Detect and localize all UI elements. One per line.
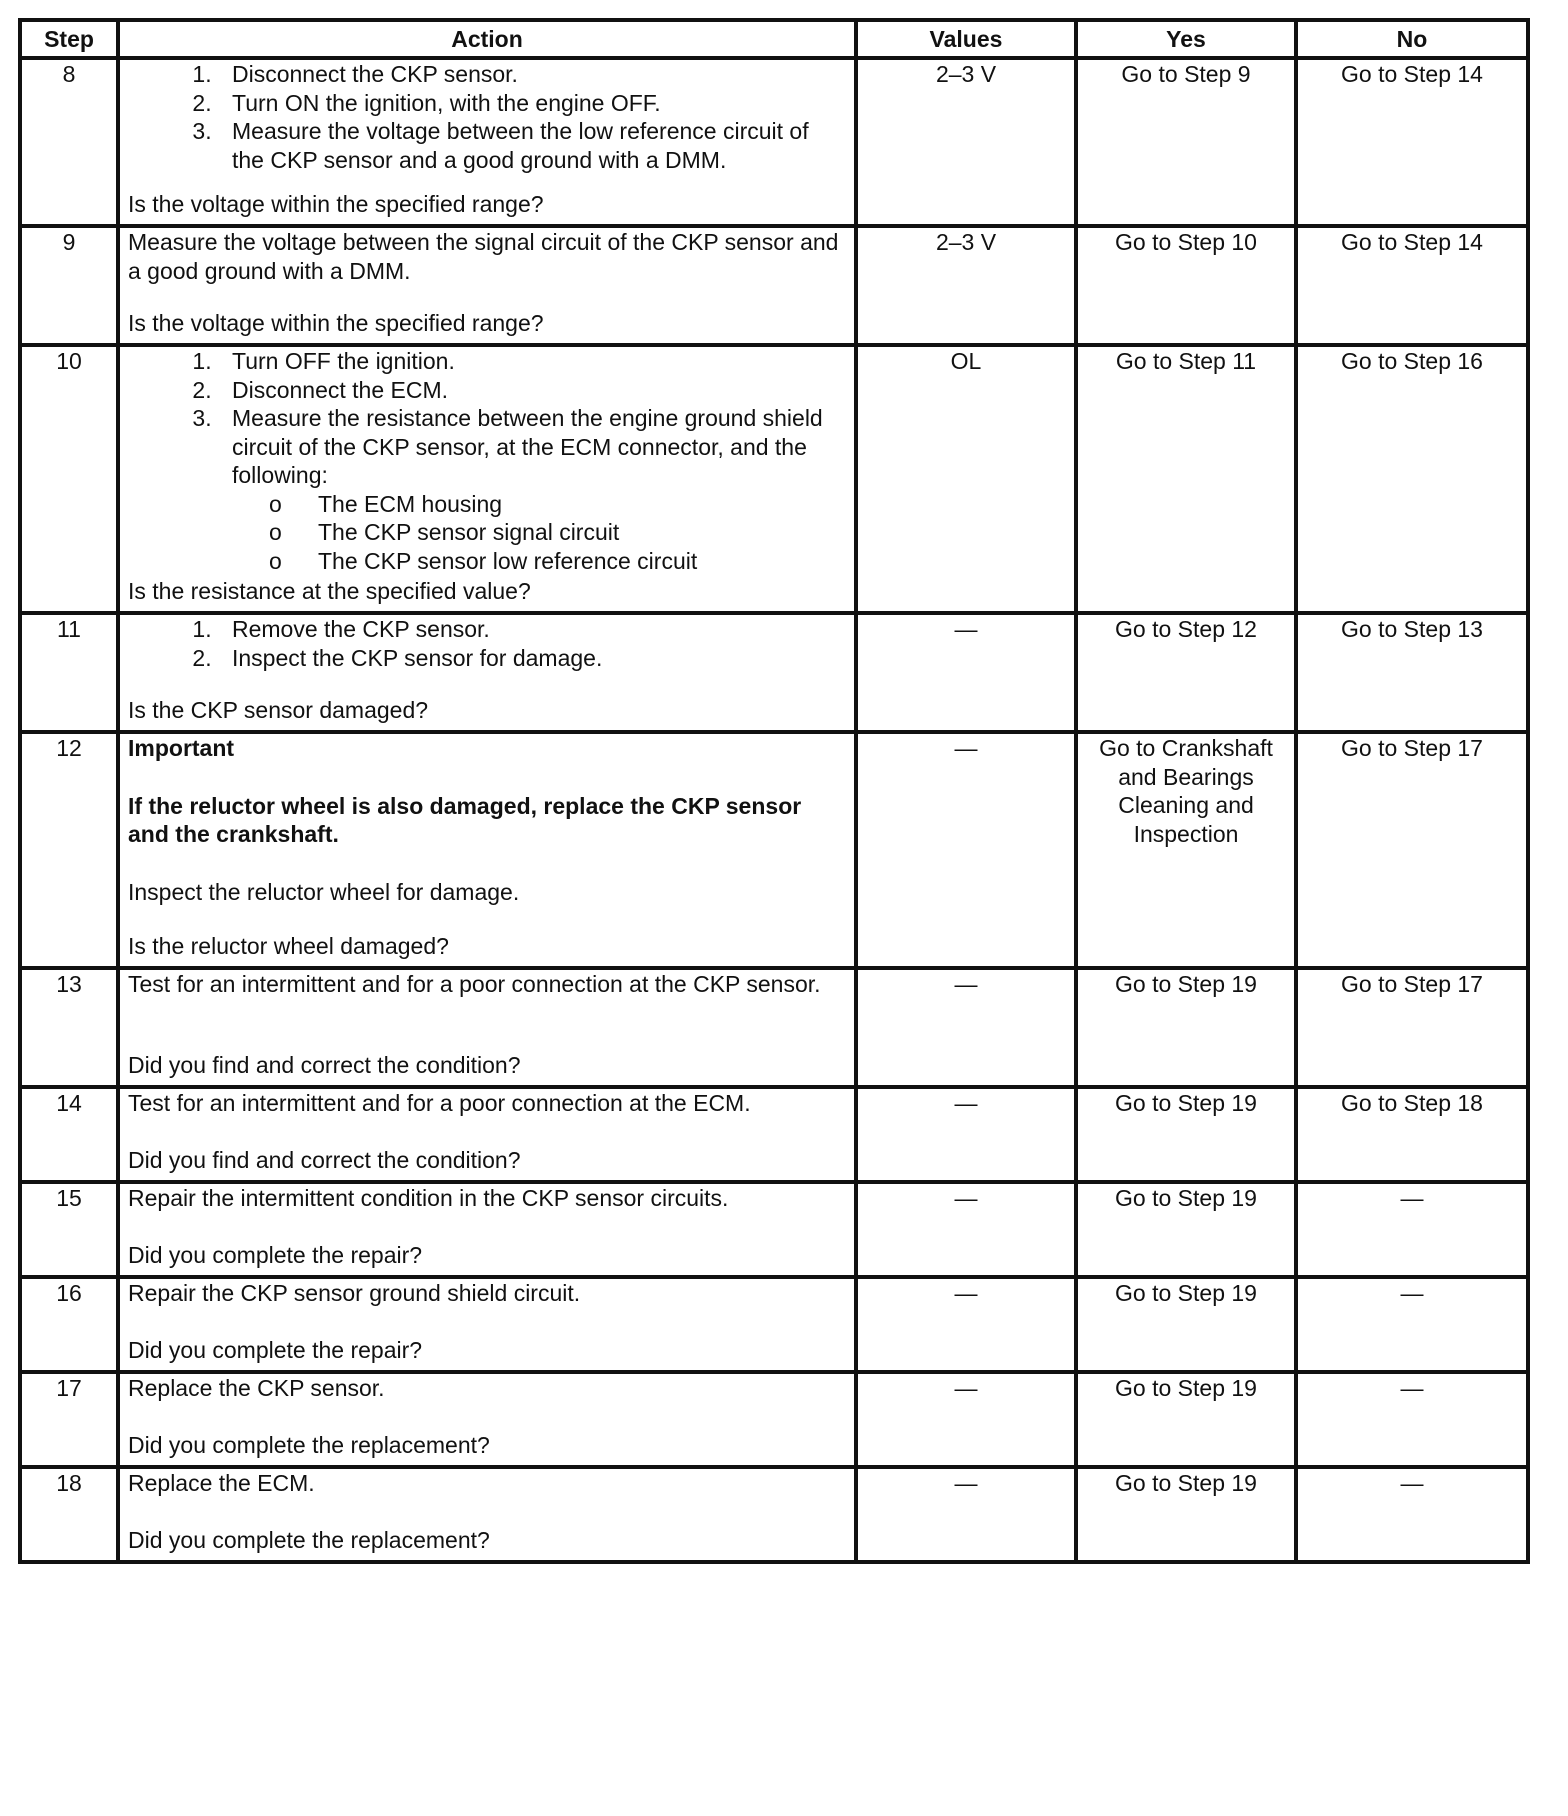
action-step: 3. Measure the resistance between the engine ground shield circuit of the CKP sensor, at the ECM connector, and the following: xyxy=(218,404,846,490)
action-question: Did you complete the repair? xyxy=(128,1241,423,1268)
yes-cell: Go to Step 19 xyxy=(1076,968,1296,1087)
value-cell: 2–3 V xyxy=(856,226,1076,345)
no-cell: — xyxy=(1296,1182,1528,1277)
action-text: Repair the CKP sensor ground shield circuit. xyxy=(128,1280,581,1306)
action-text: Inspect the reluctor wheel for damage. xyxy=(128,878,520,905)
step-number: 10 xyxy=(20,345,118,613)
action-step: 1. Turn OFF the ignition. xyxy=(218,347,846,376)
header-values: Values xyxy=(856,20,1076,58)
value-cell: — xyxy=(856,1372,1076,1467)
yes-cell: Go to Step 12 xyxy=(1076,613,1296,732)
action-step: 1. Disconnect the CKP sensor. xyxy=(218,60,846,89)
step-number: 11 xyxy=(20,613,118,732)
value-cell: — xyxy=(856,1087,1076,1182)
yes-cell: Go to Crankshaft and Bearings Cleaning and Inspection xyxy=(1076,732,1296,968)
table-row xyxy=(20,1182,1528,1277)
step-number: 15 xyxy=(20,1182,118,1277)
table-row xyxy=(20,1467,1528,1562)
step-number: 16 xyxy=(20,1277,118,1372)
important-title: Important xyxy=(128,735,235,761)
value-cell: OL xyxy=(856,345,1076,613)
action-question: Is the voltage within the specified range? xyxy=(128,190,544,217)
table-row xyxy=(20,1372,1528,1467)
action-step: 2. Inspect the CKP sensor for damage. xyxy=(218,644,846,673)
action-question: Is the resistance at the specified value? xyxy=(128,577,531,604)
action-text: Measure the voltage between the signal circuit of the CKP sensor and a good ground with a DMM. xyxy=(128,229,839,284)
action-steps xyxy=(128,615,846,672)
action-cell xyxy=(118,732,856,968)
no-cell: Go to Step 13 xyxy=(1296,613,1528,732)
no-cell: — xyxy=(1296,1277,1528,1372)
table-row xyxy=(20,226,1528,345)
action-subitem: o The CKP sensor signal circuit xyxy=(318,518,846,547)
value-cell: — xyxy=(856,1277,1076,1372)
action-cell xyxy=(118,345,856,613)
action-cell xyxy=(118,968,856,1087)
value-cell: — xyxy=(856,732,1076,968)
table-row xyxy=(20,1087,1528,1182)
step-number: 18 xyxy=(20,1467,118,1562)
header-step: Step xyxy=(20,20,118,58)
no-cell: Go to Step 18 xyxy=(1296,1087,1528,1182)
action-cell xyxy=(118,1467,856,1562)
action-text: Replace the ECM. xyxy=(128,1470,315,1496)
action-cell xyxy=(118,1182,856,1277)
action-text: Repair the intermittent condition in the CKP sensor circuits. xyxy=(128,1185,729,1211)
yes-cell: Go to Step 19 xyxy=(1076,1182,1296,1277)
action-question: Did you find and correct the condition? xyxy=(128,1146,521,1173)
action-steps xyxy=(128,347,846,490)
no-cell: Go to Step 17 xyxy=(1296,968,1528,1087)
step-number: 8 xyxy=(20,58,118,226)
action-question: Did you find and correct the condition? xyxy=(128,1051,521,1078)
header-yes: Yes xyxy=(1076,20,1296,58)
action-subitem: o The CKP sensor low reference circuit xyxy=(318,547,846,576)
step-number: 14 xyxy=(20,1087,118,1182)
value-cell: 2–3 V xyxy=(856,58,1076,226)
yes-cell: Go to Step 11 xyxy=(1076,345,1296,613)
action-cell xyxy=(118,613,856,732)
yes-cell: Go to Step 19 xyxy=(1076,1087,1296,1182)
action-text: Test for an intermittent and for a poor connection at the ECM. xyxy=(128,1090,751,1116)
yes-cell: Go to Step 19 xyxy=(1076,1467,1296,1562)
important-note: If the reluctor wheel is also damaged, replace the CKP sensor and the crankshaft. xyxy=(128,792,802,847)
no-cell: — xyxy=(1296,1372,1528,1467)
value-cell: — xyxy=(856,613,1076,732)
step-number: 17 xyxy=(20,1372,118,1467)
header-action: Action xyxy=(118,20,856,58)
no-cell: Go to Step 14 xyxy=(1296,226,1528,345)
action-step: 1. Remove the CKP sensor. xyxy=(218,615,846,644)
action-steps xyxy=(128,60,846,174)
table-row xyxy=(20,613,1528,732)
action-step: 3. Measure the voltage between the low reference circuit of the CKP sensor and a good ground with a DMM. xyxy=(218,117,846,174)
action-text: Test for an intermittent and for a poor connection at the CKP sensor. xyxy=(128,971,821,997)
value-cell: — xyxy=(856,1467,1076,1562)
value-cell: — xyxy=(856,1182,1076,1277)
action-subitem: o The ECM housing xyxy=(318,490,846,519)
action-question: Is the reluctor wheel damaged? xyxy=(128,932,449,959)
no-cell: — xyxy=(1296,1467,1528,1562)
yes-cell: Go to Step 19 xyxy=(1076,1277,1296,1372)
no-cell: Go to Step 17 xyxy=(1296,732,1528,968)
step-number: 9 xyxy=(20,226,118,345)
action-cell xyxy=(118,58,856,226)
diagnostic-table xyxy=(18,18,1530,1564)
no-cell: Go to Step 16 xyxy=(1296,345,1528,613)
table-row xyxy=(20,1277,1528,1372)
action-cell xyxy=(118,1087,856,1182)
header-no: No xyxy=(1296,20,1528,58)
action-question: Is the voltage within the specified range? xyxy=(128,309,544,336)
value-cell: — xyxy=(856,968,1076,1087)
action-cell xyxy=(118,1277,856,1372)
header-row xyxy=(20,20,1528,58)
action-question: Did you complete the replacement? xyxy=(128,1431,490,1458)
table-row xyxy=(20,732,1528,968)
table-row xyxy=(20,58,1528,226)
action-cell xyxy=(118,226,856,345)
action-step: 2. Disconnect the ECM. xyxy=(218,376,846,405)
action-subitems xyxy=(128,490,846,576)
table-row xyxy=(20,345,1528,613)
yes-cell: Go to Step 10 xyxy=(1076,226,1296,345)
step-number: 13 xyxy=(20,968,118,1087)
table-row xyxy=(20,968,1528,1087)
action-question: Did you complete the replacement? xyxy=(128,1526,490,1553)
action-step: 2. Turn ON the ignition, with the engine OFF. xyxy=(218,89,846,118)
action-text: Replace the CKP sensor. xyxy=(128,1375,385,1401)
yes-cell: Go to Step 19 xyxy=(1076,1372,1296,1467)
yes-cell: Go to Step 9 xyxy=(1076,58,1296,226)
action-cell xyxy=(118,1372,856,1467)
action-question: Is the CKP sensor damaged? xyxy=(128,696,429,723)
no-cell: Go to Step 14 xyxy=(1296,58,1528,226)
action-question: Did you complete the repair? xyxy=(128,1336,423,1363)
step-number: 12 xyxy=(20,732,118,968)
